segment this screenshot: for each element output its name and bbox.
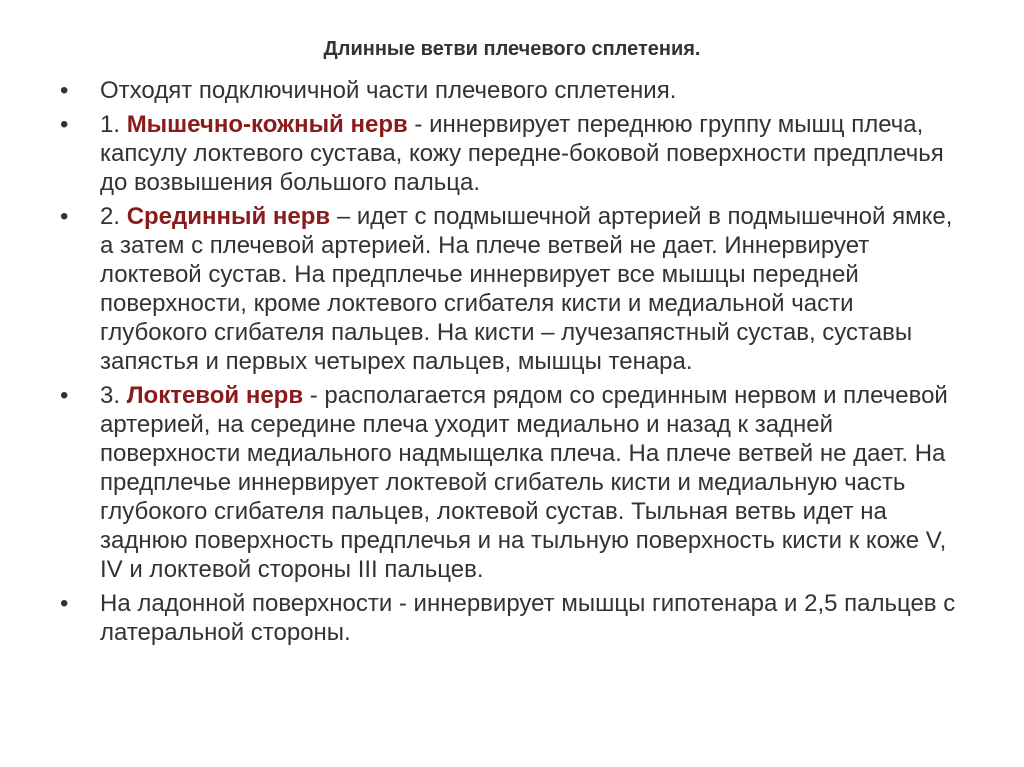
- list-item: [60, 76, 960, 105]
- list-item: [60, 589, 960, 647]
- bullet-list: [60, 76, 960, 652]
- bullet-icon: •: [60, 590, 69, 617]
- list-item: [60, 202, 960, 376]
- item-text: - располагается рядом со срединным нервом и плечевой артерией, на середине плеча уходит медиально и назад к задней поверхности медиального надмыщелка плеча. На плече ветвей не дает. На предплечье иннервирует локтевой сгибатель кисти и медиальную часть глубокого сгибателя пальцев, локтевой сустав. Тыльная ветвь идет на заднюю поверхность предплечья и на тыльную поверхность кисти к коже V, IV и локтевой стороны III пальцев.: [100, 382, 948, 583]
- bullet-icon: •: [60, 382, 69, 409]
- bullet-icon: •: [60, 203, 69, 230]
- bullet-icon: •: [60, 77, 69, 104]
- item-prefix: 3.: [100, 382, 127, 409]
- item-highlight: Срединный нерв: [126, 203, 331, 230]
- slide-title: Длинные ветви плечевого сплетения.: [323, 38, 701, 60]
- bullet-icon: •: [60, 111, 69, 138]
- item-prefix: 1.: [100, 111, 127, 138]
- item-highlight: Локтевой нерв: [126, 382, 304, 409]
- item-text: Отходят подключичной части плечевого сплетения.: [100, 77, 677, 104]
- item-text: – идет с подмышечной артерией в подмышечной ямке, а затем с плечевой артерией. На плече ветвей не дает. Иннервирует локтевой сустав. На предплечье иннервирует все мышцы передней поверхности, кроме локтевого сгибателя кисти и медиальной части глубокого сгибателя пальцев. На кисти – лучезапястный сустав, суставы запястья и первых четырех пальцев, мышцы тенара.: [100, 203, 953, 375]
- list-item: [60, 381, 960, 584]
- list-item: [60, 110, 960, 197]
- item-prefix: 2.: [100, 203, 127, 230]
- item-text: - иннервирует переднюю группу мышц плеча, капсулу локтевого сустава, кожу передне-боковой поверхности предплечья до возвышения большого пальца.: [100, 111, 944, 196]
- item-highlight: Мышечно-кожный нерв: [126, 111, 408, 138]
- item-text: На ладонной поверхности - иннервирует мышцы гипотенара и 2,5 пальцев с латеральной стороны.: [100, 590, 956, 646]
